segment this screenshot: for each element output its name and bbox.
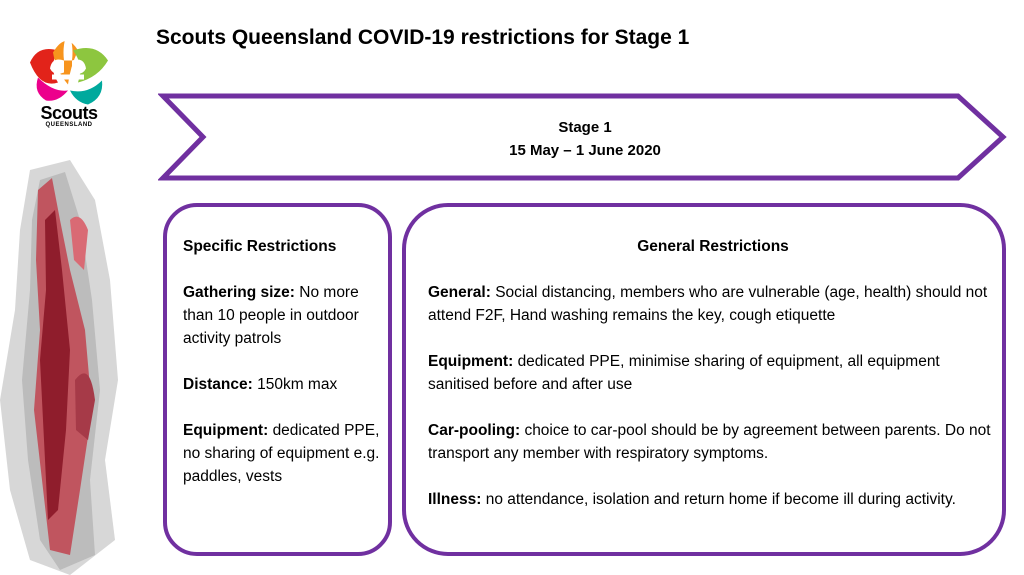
item-text: choice to car-pool should be by agreement between parents. Do not transport any member with respiratory symptoms.: [428, 422, 991, 462]
item-text: Social distancing, members who are vulnerable (age, health) should not attend F2F, Hand washing remains the key, cough etiquette: [428, 284, 988, 324]
specific-restrictions-content: [183, 235, 383, 488]
stage-name: Stage 1: [558, 119, 612, 136]
specific-item-distance: [183, 373, 383, 396]
page-title: Scouts Queensland COVID-19 restrictions for Stage 1: [156, 26, 690, 49]
stage-banner-text: [165, 116, 1005, 162]
item-label: Car-pooling:: [428, 422, 521, 439]
item-label: Gathering size:: [183, 284, 295, 301]
item-label: Distance:: [183, 376, 253, 393]
item-text: No more than 10 people in outdoor activity patrols: [183, 284, 359, 347]
specific-restrictions-heading: Specific Restrictions: [183, 238, 337, 255]
general-restrictions-content: [428, 235, 998, 511]
item-label: General:: [428, 284, 491, 301]
item-text: 150km max: [257, 376, 338, 393]
general-item-equipment: [428, 350, 998, 396]
stage-dates: 15 May – 1 June 2020: [509, 142, 661, 159]
logo-subtitle: QUEENSLAND: [45, 122, 93, 128]
general-item-carpooling: [428, 419, 998, 465]
general-item-illness: [428, 488, 998, 511]
item-text: no attendance, isolation and return home if become ill during activity.: [485, 491, 956, 508]
logo-word: Scouts: [40, 103, 98, 123]
general-item-general: [428, 281, 998, 327]
specific-item-gathering: [183, 281, 383, 350]
item-label: Equipment:: [183, 422, 269, 439]
item-text: dedicated PPE, minimise sharing of equipment, all equipment sanitised before and after use: [428, 353, 940, 393]
general-restrictions-heading: General Restrictions: [637, 238, 789, 255]
item-label: Equipment:: [428, 353, 514, 370]
logo-text: [24, 103, 114, 128]
item-text: dedicated PPE, no sharing of equipment e.g. paddles, vests: [183, 422, 380, 485]
general-restrictions-box: [402, 203, 1006, 556]
specific-item-equipment: [183, 419, 383, 488]
item-label: Illness:: [428, 491, 482, 508]
decorative-collage-image: [0, 160, 120, 575]
specific-restrictions-box: [163, 203, 392, 556]
